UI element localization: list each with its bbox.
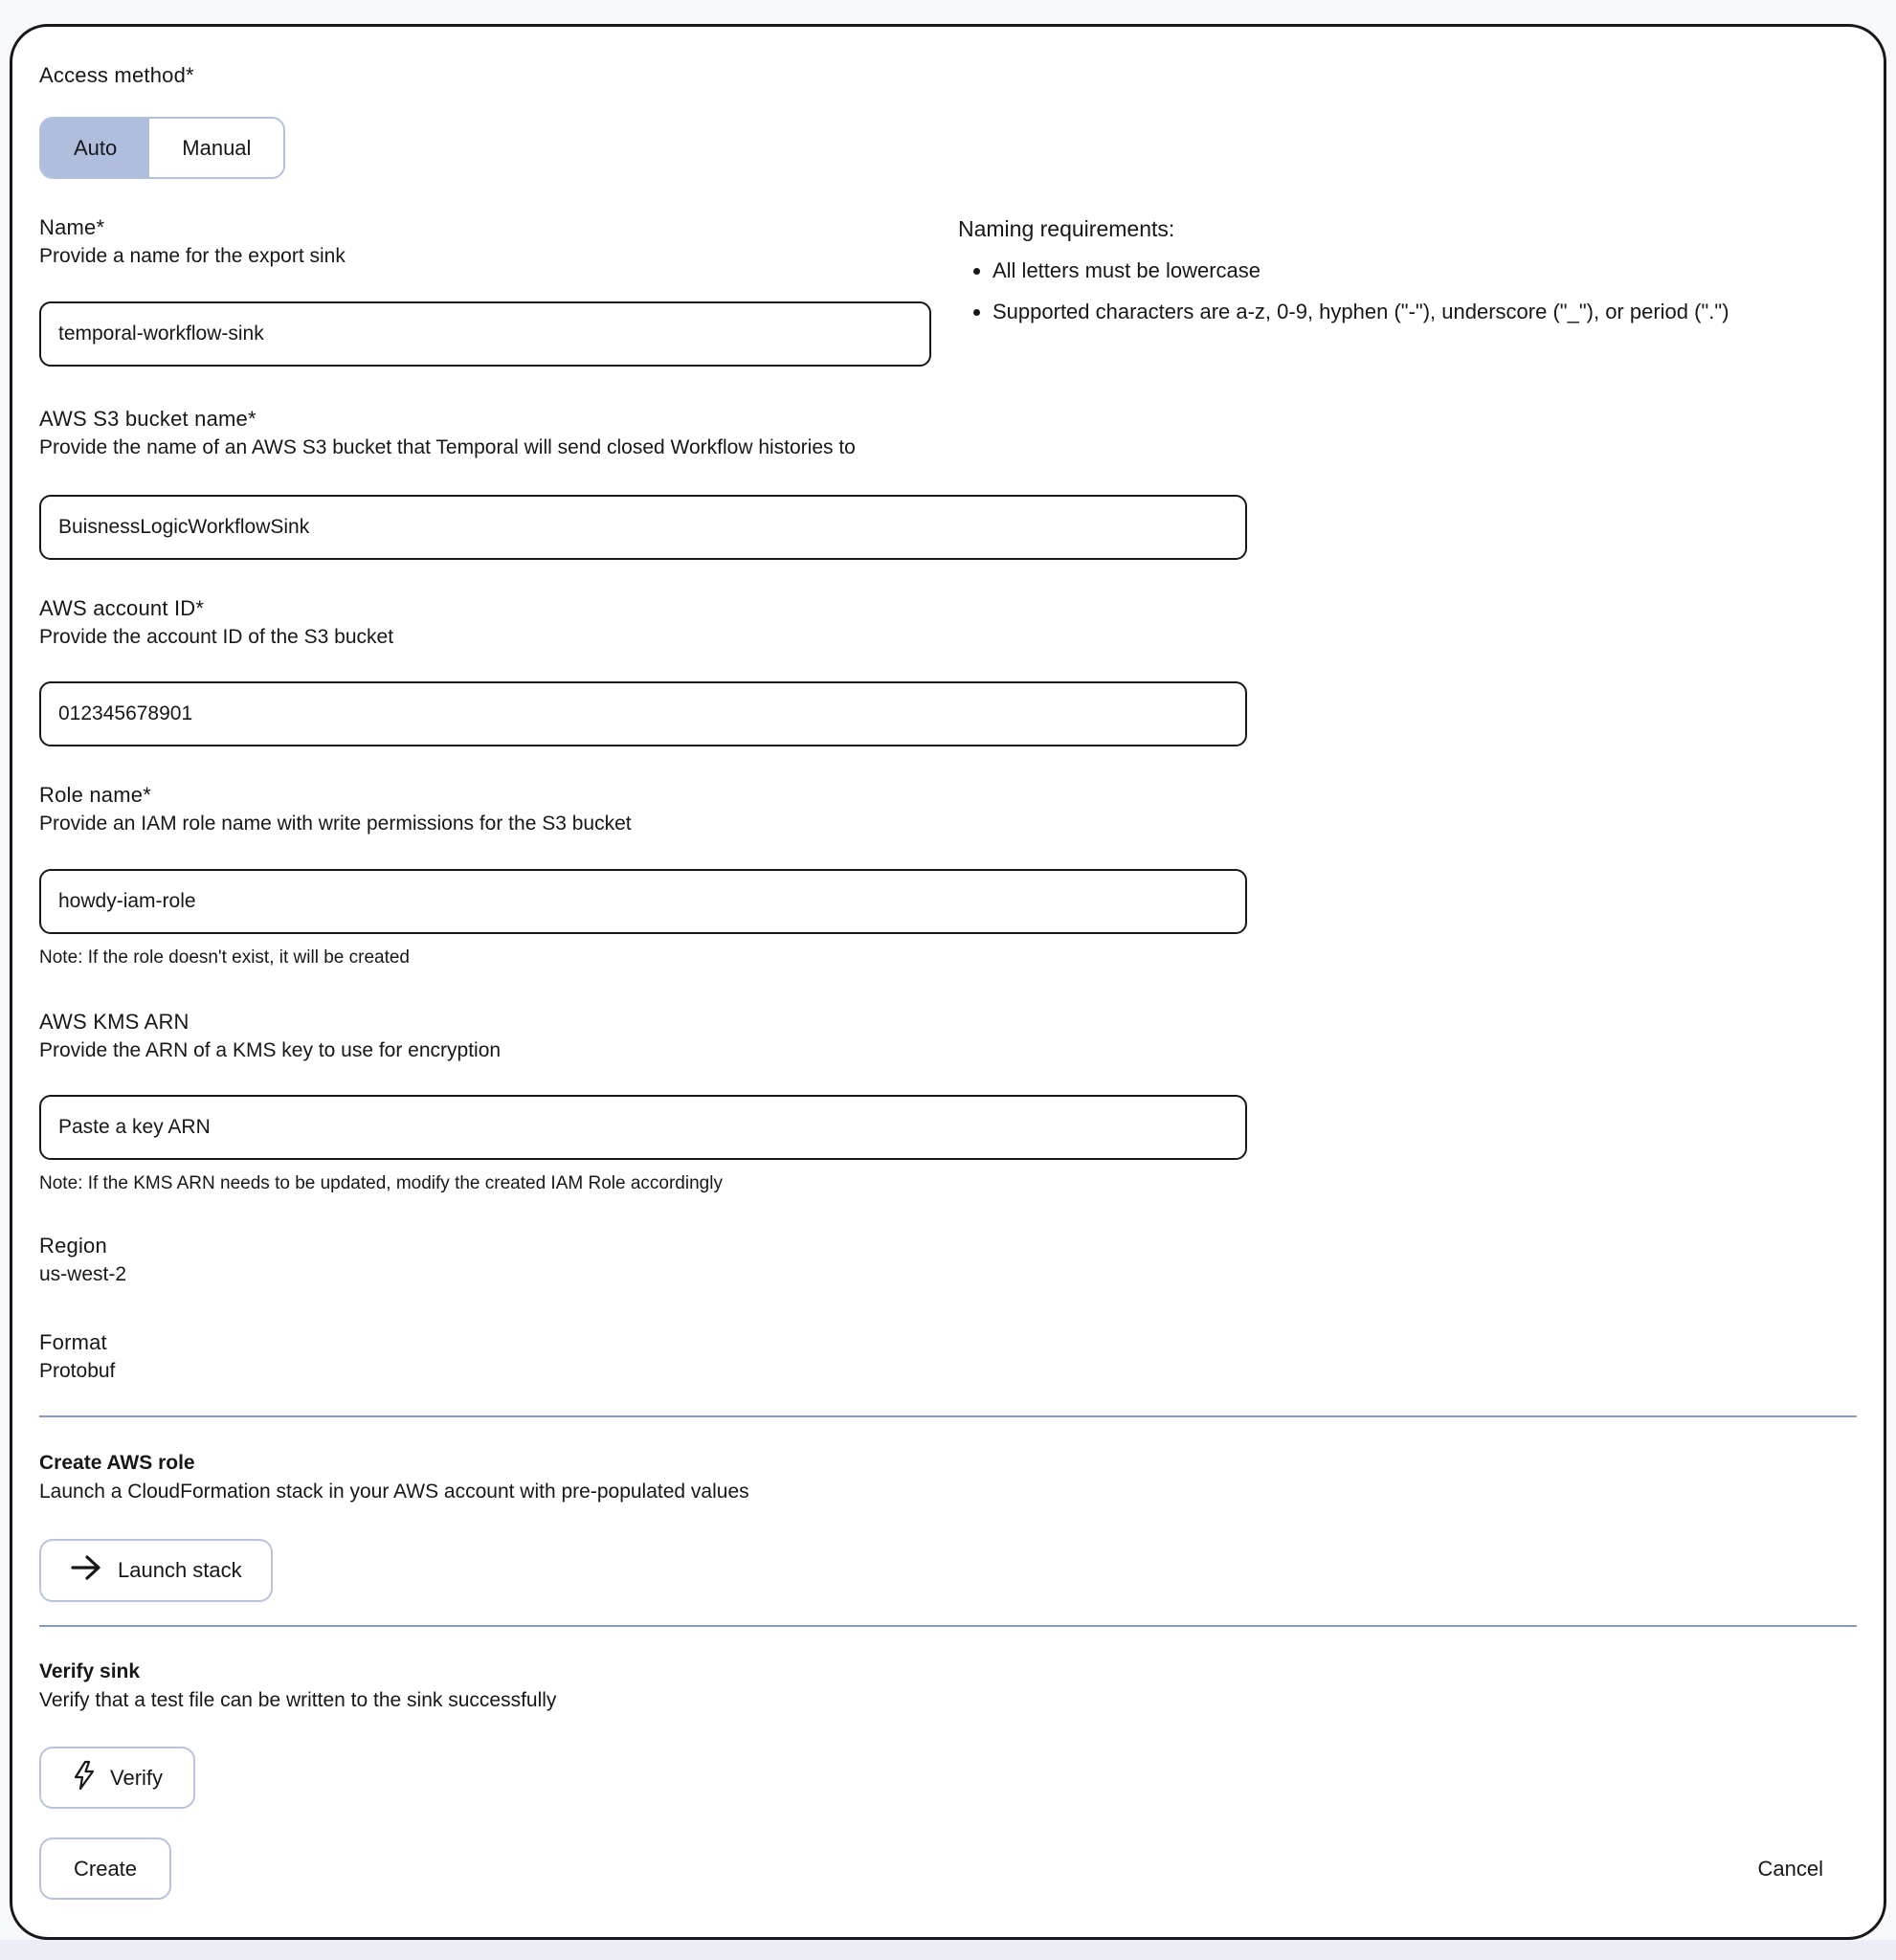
- launch-stack-button[interactable]: [39, 1539, 273, 1602]
- name-label: Name*: [39, 215, 105, 239]
- create-aws-role-description: Launch a CloudFormation stack in your AWS account with pre-populated values: [39, 1481, 749, 1503]
- form-actions-row: [39, 1838, 1857, 1900]
- format-value: Protobuf: [39, 1360, 116, 1382]
- s3-bucket-field-group: [39, 405, 1857, 560]
- verify-sink-title: Verify sink: [39, 1660, 141, 1682]
- access-method-label: Access method*: [39, 63, 194, 87]
- section-divider: [39, 1415, 1857, 1417]
- name-field-group: [39, 213, 931, 367]
- name-description: Provide a name for the export sink: [39, 245, 346, 267]
- format-field-group: [39, 1328, 1857, 1386]
- section-divider: [39, 1625, 1857, 1627]
- name-input[interactable]: [39, 301, 931, 367]
- role-name-note: Note: If the role doesn't exist, it will be created: [39, 947, 410, 968]
- format-label: Format: [39, 1330, 107, 1354]
- naming-requirements-list: [958, 254, 1857, 328]
- verify-sink-section: [39, 1658, 1857, 1809]
- region-value: us-west-2: [39, 1263, 127, 1285]
- arrow-right-icon: [70, 1553, 102, 1588]
- kms-arn-input[interactable]: [39, 1095, 1247, 1160]
- naming-requirements: [958, 213, 1857, 336]
- naming-requirements-title: Naming requirements:: [958, 216, 1175, 241]
- name-and-requirements-row: [39, 213, 1857, 367]
- access-method-toggle: [39, 117, 285, 179]
- create-aws-role-section: [39, 1449, 1857, 1602]
- create-button-label: Create: [74, 1856, 138, 1881]
- s3-bucket-description: Provide the name of an AWS S3 bucket that Temporal will send closed Workflow histories to: [39, 436, 856, 458]
- verify-button[interactable]: [39, 1747, 195, 1809]
- account-id-field-group: [39, 594, 1857, 746]
- access-method-option-auto[interactable]: Auto: [41, 119, 149, 177]
- role-name-field-group: [39, 781, 1857, 970]
- region-field-group: [39, 1232, 1857, 1289]
- region-label: Region: [39, 1234, 107, 1258]
- naming-requirement-item: • Supported characters are a-z, 0-9, hyphen ("-"), underscore ("_"), or period ("."): [993, 295, 1835, 328]
- s3-bucket-input[interactable]: [39, 495, 1247, 560]
- export-sink-form-card: [10, 24, 1886, 1940]
- kms-arn-label: AWS KMS ARN: [39, 1010, 190, 1034]
- verify-button-label: Verify: [110, 1765, 164, 1790]
- lightning-icon: [72, 1760, 97, 1796]
- s3-bucket-label: AWS S3 bucket name*: [39, 407, 257, 431]
- account-id-description: Provide the account ID of the S3 bucket: [39, 626, 394, 648]
- account-id-input[interactable]: [39, 681, 1247, 746]
- create-aws-role-title: Create AWS role: [39, 1452, 195, 1474]
- kms-arn-note: Note: If the KMS ARN needs to be updated, modify the created IAM Role accordingly: [39, 1173, 723, 1193]
- cancel-button[interactable]: Cancel: [1757, 1856, 1823, 1881]
- launch-stack-button-label: Launch stack: [118, 1558, 242, 1582]
- naming-requirement-item: • All letters must be lowercase: [993, 254, 1857, 287]
- create-button[interactable]: [39, 1838, 171, 1900]
- kms-arn-description: Provide the ARN of a KMS key to use for encryption: [39, 1039, 502, 1061]
- role-name-label: Role name*: [39, 783, 151, 807]
- page-background-strip: [0, 1940, 1896, 1960]
- account-id-label: AWS account ID*: [39, 596, 205, 620]
- access-method-option-manual[interactable]: Manual: [149, 119, 283, 177]
- verify-sink-description: Verify that a test file can be written to the sink successfully: [39, 1689, 557, 1711]
- role-name-description: Provide an IAM role name with write permissions for the S3 bucket: [39, 813, 632, 835]
- kms-arn-field-group: [39, 1008, 1857, 1196]
- role-name-input[interactable]: [39, 869, 1247, 934]
